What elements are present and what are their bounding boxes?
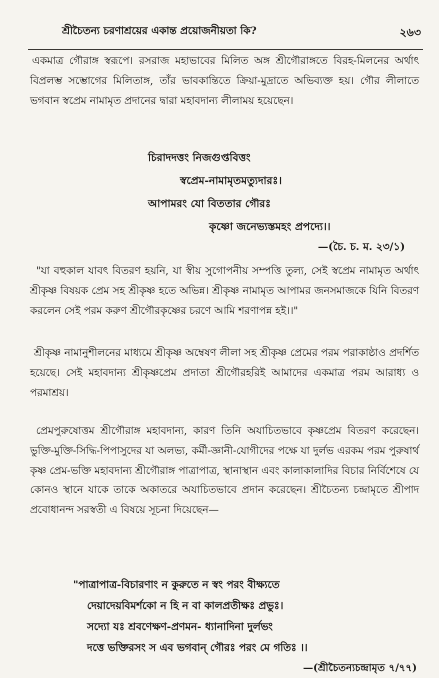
verse-line-2: স্বপ্রেম-নামামৃতমত্যুদারঃ। bbox=[180, 175, 282, 187]
verse-line-3: আপামরং যো বিততার গৌরঃ bbox=[148, 198, 271, 210]
running-header bbox=[62, 24, 421, 40]
page-number: ২৬৩ bbox=[399, 26, 421, 39]
sanskrit-reference: —(শ্রীচৈতন্যচন্দ্রামৃত ৭/৭৭) bbox=[302, 662, 417, 674]
paragraph-1: একমাত্র গৌরাঙ্গ স্বরূপে। রসরাজ মহাভাবের মিলিত অঙ্গ শ্রীগৌরাঙ্গতে বিরহ-মিলনের অর্থাৎ বিপ্রলম্ভ সম্ভোগের মিলিতাঙ্গ, তাঁর ভাবকান্তিতে ক্রিয়া-মুদ্রাতে অভিব্যক্ত হয়। গৌর লীলাতে ভগবান স্বপ্রেম নামামৃত প্রদানের দ্বারা মহাবদান্য লীলাময় হয়েছেন। bbox=[30, 55, 419, 107]
paragraph-3: প্রেমপুরুষোত্তম শ্রীগৌরাঙ্গ মহাবদান্য, কারণ তিনি অযাচিতভাবে কৃষ্ণপ্রেম বিতরণ করেছেন। ভুক্তি-মুক্তি-সিদ্ধি-পিপাসুদের যা অলভ্য, কর্মী-জ্ঞানী-যোগীদের পক্ষে যা দুর্লভ এরকম পরম পুরুষার্থ কৃষ্ণ প্রেম-ভক্তি মহাবদান্য শ্রীগৌরাঙ্গ পাত্রাপাত্র, স্থানাস্থান এবং কালাকালাদির বিচার নির্বিশেষে যে কোনও স্থানে যাকে তাকে অকাতরে অযাচিতভাবে প্রদান করেছেন। শ্রীচৈতন্য চন্দ্রামৃতে শ্রীপাদ প্রবোধানন্দ সরস্বতী এ বিষয়ে সূচনা দিয়েছেন— bbox=[30, 425, 419, 517]
sanskrit-line-2: দেয়াদেয়বিমর্শকো ন হি ন বা কালপ্রতীক্ষঃ প্রভুঃ। bbox=[87, 600, 284, 612]
sanskrit-line-1: "পাত্রাপাত্র-বিচারণাং ন কুরুতে ন স্বং পরং বীক্ষ্যতে bbox=[73, 579, 280, 591]
sanskrit-line-3: সদ্যো যঃ শ্রবণেক্ষণ-প্রণমন- ধ্যানাদিনা দুর্লভং bbox=[87, 621, 273, 633]
verse-line-1: চিরাদদত্তং নিজগুপ্তবিত্তং bbox=[148, 152, 251, 164]
paragraph-2: শ্রীকৃষ্ণ নামানুশীলনের মাধ্যমে শ্রীকৃষ্ণ অম্বেষণ লীলা সহ শ্রীকৃষ্ণ প্রেমের পরম পরাকাষ্ঠাও প্রদর্শিত হয়েছে। সেই মহাবদান্য শ্রীকৃষ্ণপ্রেম প্রদাতা শ্রীগৌরহরিই আমাদের একমাত্র পরম আরাধ্য ও পরমাশ্রয়। bbox=[30, 347, 419, 399]
chapter-title: শ্রীচৈতন্য চরণাশ্রয়ের একান্ত প্রয়োজনীয়তা কি? bbox=[62, 25, 257, 37]
sanskrit-line-4: দত্তে ভক্তিরসং স এব ভগবান্ গৌরঃ পরং মে গতিঃ ।। bbox=[87, 642, 308, 654]
verse-reference: —(চৈ. চ. ম. ২৩/১) bbox=[317, 241, 405, 253]
header-rule bbox=[28, 49, 423, 50]
quote-paragraph: "যা বহুকাল যাবৎ বিতরণ হয়নি, যা স্বীয় সুগোপনীয় সম্পত্তি তুল্য, সেই স্বপ্রেম নামামৃত অর্থাৎ শ্রীকৃষ্ণ বিষয়ক প্রেম সহ শ্রীকৃষ্ণ হতে অভিন্ন। শ্রীকৃষ্ণ নামামৃত আপামর জনসমাজকে যিনি বিতরণ করলেন সেই পরম করুণ শ্রীগৌরকৃষ্ণের চরণে আমি শরণাপন্ন হই।।" bbox=[30, 265, 419, 317]
verse-line-4: কৃষ্ণো জনেভ্যস্তমহং প্রপদ্যে।। bbox=[209, 221, 331, 233]
